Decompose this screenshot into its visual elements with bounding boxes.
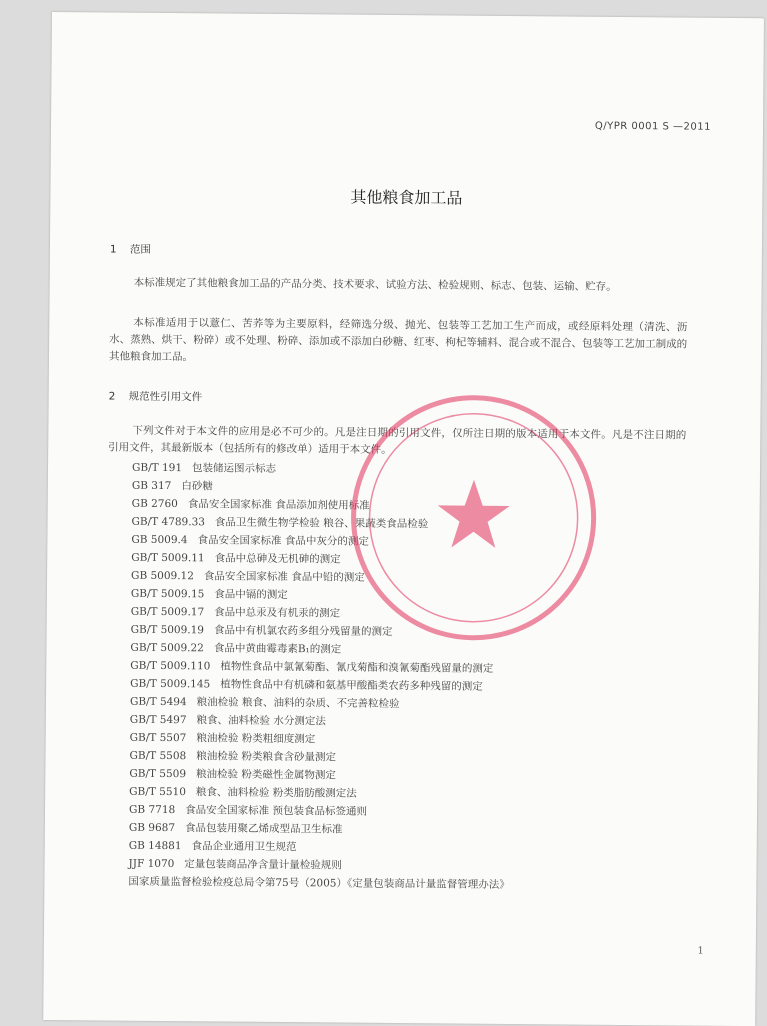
section-title: 范围 [129,243,151,256]
reference-title: 食品安全国家标准 预包装食品标签通则 [185,804,368,818]
reference-title: 粮食、油料检验 粉类脂肪酸测定法 [195,786,357,800]
reference-title: 包装储运图示标志 [192,462,277,475]
reference-code: GB 7718 [128,803,176,817]
reference-title: 食品安全国家标准 食品添加剂使用标准 [187,498,370,512]
section-heading-references [109,389,203,405]
reference-title: 粮油检验 粉类磁性金属物测定 [196,768,336,782]
reference-title: 食品中总砷及无机砷的测定 [214,552,341,566]
section-title: 规范性引用文件 [128,390,203,404]
reference-title: 白砂糖 [181,480,213,493]
reference-code: GB/T 5009.15 [130,587,205,601]
reference-code: GB/T 5009.22 [130,641,204,655]
reference-code: GB 5009.12 [131,569,195,583]
reference-code: GB/T 5507 [129,731,187,745]
reference-code: GB/T 5510 [129,785,186,799]
reference-title: 食品安全国家标准 食品中灰分的测定 [197,534,369,548]
reference-code: GB/T 5509 [129,767,187,781]
reference-code: GB/T 5494 [129,695,187,709]
reference-item [128,873,509,894]
reference-list [128,459,513,894]
scope-paragraph-2: 本标准适用于以薏仁、苦荞等为主要原料，经筛选分级、抛光、包装等工艺加工生产而成，或经原料处理（清洗、沥水、蒸熟、烘干、粉碎）或不处理、粉碎、添加或不添加白砂糖、红枣、枸杞等辅料、混合或不混合、包装等工艺加工制成的其他粮食加工品。 [108,316,688,364]
reference-title: 食品中镉的测定 [214,588,288,602]
reference-code: GB/T 5508 [129,749,187,763]
reference-title: 食品卫生微生物学检验 粮谷、果蔬类食品检验 [214,516,429,531]
section-number: 2 [108,390,116,403]
scope-paragraph-1: 本标准规定了其他粮食加工品的产品分类、技术要求、试验方法、检验规则、标志、包装、运输、贮存。 [133,276,617,293]
section-heading-scope [110,242,151,257]
document-page [43,12,764,1026]
reference-title: 食品中总汞及有机汞的测定 [214,606,341,620]
reference-title: 食品安全国家标准 食品中铅的测定 [203,570,365,584]
reference-code: GB/T 4789.33 [131,515,206,529]
reference-title: 粮油检验 粉类粗细度测定 [196,732,316,746]
reference-title: 食品中有机氯农药多组分残留量的测定 [213,624,393,638]
reference-code: GB 317 [131,479,172,493]
reference-title: 食品中黄曲霉毒素B₁的测定 [213,642,342,656]
page-number: 1 [697,945,704,957]
reference-title: 食品企业通用卫生规范 [191,840,297,854]
reference-code: GB/T 5009.110 [130,659,211,673]
reference-code: GB 14881 [128,839,182,853]
reference-code: GB/T 5009.11 [131,551,205,565]
reference-title: 植物性食品中有机磷和氨基甲酸酯类农药多种残留的测定 [220,678,483,693]
reference-code: JJF 1070 [128,857,175,871]
reference-code: GB 2760 [131,497,178,511]
reference-title: 粮食、油料检验 水分测定法 [196,714,326,728]
reference-title: 定量包装商品净含量计量检验规则 [184,858,342,872]
reference-title: 国家质量监督检验检疫总局令第75号（2005）《定量包装商品计量监督管理办法》 [128,875,510,892]
references-intro: 下列文件对于本文件的应用是必不可少的。凡是注日期的引用文件，仅所注日期的版本适用于本文件。凡是不注日期的引用文件，其最新版本（包括所有的修改单）适用于本文件。 [108,424,687,456]
reference-code: GB 5009.4 [131,533,188,547]
reference-code: GB/T 5009.145 [130,677,211,691]
section-number: 1 [109,243,117,256]
standard-code: Q/YPR 0001 S —2011 [594,120,712,133]
reference-code: GB/T 191 [131,461,183,475]
reference-title: 植物性食品中氯氰菊酯、氰戊菊酯和溴氰菊酯残留量的测定 [220,660,494,675]
reference-code: GB 9687 [128,821,176,835]
reference-code: GB/T 5497 [129,713,187,727]
reference-title: 粮油检验 粉类粮食含砂量测定 [196,750,337,764]
reference-title: 食品包装用聚乙烯成型品卫生标准 [185,822,343,836]
document-title: 其他粮食加工品 [350,187,463,208]
reference-code: GB/T 5009.19 [130,623,205,637]
reference-code: GB/T 5009.17 [130,605,205,619]
reference-title: 粮油检验 粮食、油料的杂质、不完善粒检验 [196,696,400,711]
